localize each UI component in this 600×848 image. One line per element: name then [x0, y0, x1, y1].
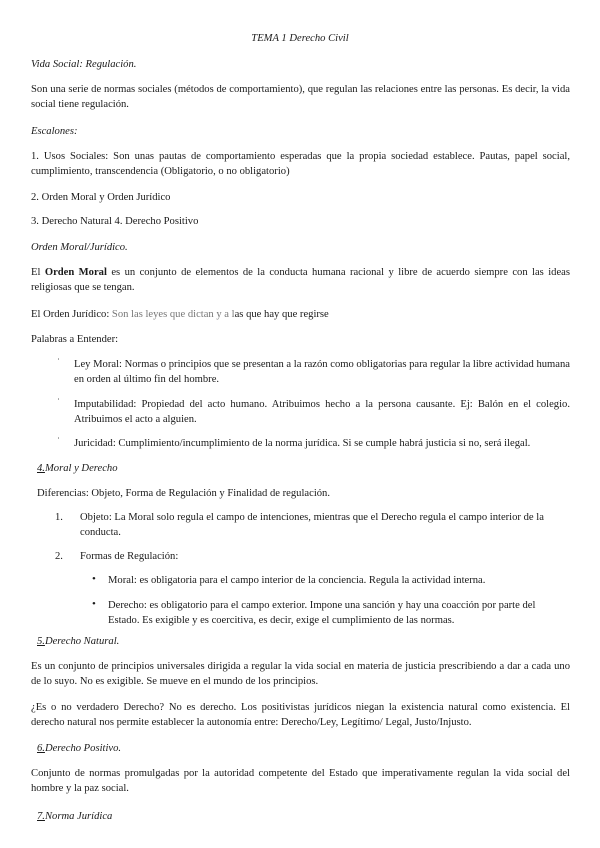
- ol-number: 2.: [55, 551, 63, 562]
- bullet-icon: ˙: [57, 436, 60, 446]
- escalon-3-4: 3. Derecho Natural 4. Derecho Positivo: [31, 216, 199, 227]
- sec5-paragraph-1: Es un conjunto de principios universales dirigida a regular la vida social en materia de justicia prescribiendo a dar a cada uno de lo suyo. No es exigible. Se mueve en el mundo de los principios.: [31, 661, 570, 687]
- document-title: TEMA 1 Derecho Civil: [251, 33, 349, 44]
- sec7-title: Norma Jurídica: [44, 811, 113, 822]
- orden-moral-prefix: El: [31, 267, 45, 278]
- ol-item: Formas de Regulación:: [80, 551, 179, 562]
- diferencias-paragraph: Diferencias: Objeto, Forma de Regulación y Finalidad de regulación.: [37, 488, 331, 499]
- escalon-2: 2. Orden Moral y Orden Jurídico: [31, 192, 171, 203]
- escalon-1: 1. Usos Sociales: Son unas pautas de comportamiento esperadas que la propia sociedad establece. Pautas, papel social, cumplimiento, transcendencia (Obligatorio, o no obligatorio): [31, 151, 570, 177]
- orden-juridico-label: El Orden Jurídico:: [31, 309, 112, 320]
- orden-juridico-end: as que hay que regirse: [234, 309, 329, 320]
- bullet-icon: ˙: [57, 357, 60, 367]
- vida-social-paragraph: Son una serie de normas sociales (métodos de comportamiento), que regulan las relaciones entre las personas. Es decir, la vida social tiene regulación.: [31, 84, 570, 110]
- sec6-heading: [37, 741, 570, 756]
- sec4-number: 4.: [37, 463, 45, 474]
- orden-moral-rest: es un conjunto de elementos de la conducta humana racional y libre de acuerdo siempre con las ideas religiosas que se tengan.: [31, 267, 570, 293]
- orden-juridico-faded: Son las leyes que dictan y a l: [111, 309, 235, 320]
- orden-heading: Orden Moral/Jurídico.: [31, 242, 128, 253]
- orden-moral-bold: Orden Moral: [44, 267, 107, 278]
- palabra-item: Imputabilidad: Propiedad del acto humano. Atribuimos hecho a la persona causante. Ej: Balón en el colegio. Atribuimos el acto a alguien.: [74, 399, 570, 425]
- palabras-heading: Palabras a Entender:: [31, 334, 119, 345]
- orden-moral-paragraph: [31, 265, 570, 295]
- bullet-icon: ˙: [57, 397, 60, 407]
- sec6-number: 6.: [37, 743, 45, 754]
- sec5-heading: [37, 634, 570, 649]
- palabra-item: Ley Moral: Normas o principios que se presentan a la razón como obligatorias para regular la libre actividad humana en orden al último fin del hombre.: [74, 359, 570, 385]
- sec7-number: 7.: [37, 811, 45, 822]
- sec7-heading: [37, 809, 570, 824]
- ol-number: 1.: [55, 512, 63, 523]
- sec6-title: Derecho Positivo.: [44, 743, 122, 754]
- forma-item: Moral: es obligatoria para el campo interior de la conciencia. Regula la actividad interna.: [108, 575, 486, 586]
- sec6-paragraph: Conjunto de normas promulgadas por la autoridad competente del Estado que imperativamente regulan la vida social del hombre y la paz social.: [31, 768, 570, 794]
- sec4-heading: [37, 461, 570, 476]
- escalones-heading: Escalones:: [31, 126, 78, 137]
- ol-item: Objeto: La Moral solo regula el campo de intenciones, mientras que el Derecho regula el campo interior de la conducta.: [80, 512, 544, 538]
- sec4-title: Moral y Derecho: [44, 463, 118, 474]
- sec5-number: 5.: [37, 636, 45, 647]
- forma-item: Derecho: es obligatorio para el campo exterior. Impone una sanción y hay una coacción por parte del Estado. Es exigible y es coercitiva, es decir, exige el cumplimiento de las normas.: [108, 600, 536, 626]
- orden-juridico-paragraph: [31, 307, 570, 322]
- palabra-item: Juricidad: Cumplimiento/incumplimiento de la norma jurídica. Si se cumple habrá justicia si no, será ilegal.: [74, 438, 531, 449]
- bullet-icon: •: [92, 598, 96, 610]
- bullet-icon: •: [92, 573, 96, 585]
- sec5-title: Derecho Natural.: [44, 636, 120, 647]
- vida-social-heading: Vida Social: Regulación.: [31, 59, 137, 70]
- sec5-paragraph-2: ¿Es o no verdadero Derecho? No es derecho. Los positivistas jurídicos niegan la existencia natural como existencia. El derecho natural nos permite establecer la autonomía entre: Derecho/Ley, Legítimo/ Legal, Justo/Injusto.: [31, 702, 570, 728]
